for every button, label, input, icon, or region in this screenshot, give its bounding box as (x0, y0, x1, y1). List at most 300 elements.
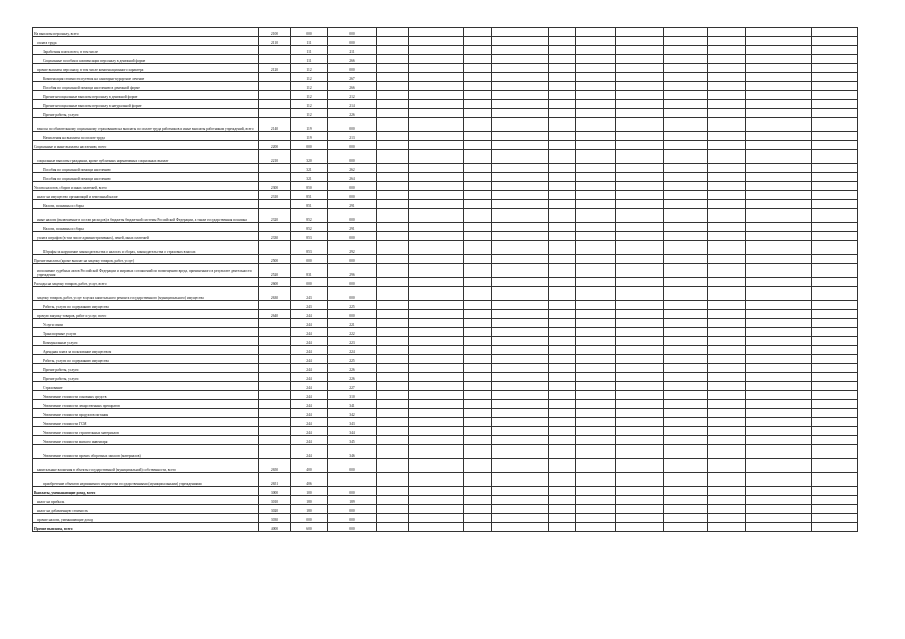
row-kosgu-code: 221 (328, 319, 377, 328)
amount-cell (616, 232, 664, 241)
amount-cell (464, 364, 492, 373)
amount-cell (576, 278, 616, 287)
amount-cell (549, 200, 576, 209)
amount-cell (746, 391, 812, 400)
amount-cell (464, 46, 492, 55)
amount-cell (616, 382, 664, 391)
amount-cell (746, 287, 812, 301)
amount-cell (576, 319, 616, 328)
amount-cell (409, 505, 464, 514)
amount-cell (708, 73, 746, 82)
amount-cell (664, 200, 708, 209)
amount-cell (492, 223, 549, 232)
row-code (259, 73, 291, 82)
amount-cell (708, 264, 746, 278)
table-row (33, 436, 858, 445)
amount-cell (409, 427, 464, 436)
row-kosgu-code: 346 (328, 445, 377, 459)
table-row (33, 255, 858, 264)
row-label: Увеличение стоимости продуктов питания (33, 409, 259, 418)
amount-cell (492, 473, 549, 487)
amount-cell (708, 409, 746, 418)
row-label: Прочие работы, услуги (33, 364, 259, 373)
amount-cell (616, 487, 664, 496)
row-label: Прочие работы, услуги (33, 373, 259, 382)
row-code: 2210 (259, 150, 291, 164)
amount-cell (464, 73, 492, 82)
row-label: Налоги, пошлины и сборы (33, 200, 259, 209)
row-kvr-code: 851 (291, 191, 328, 200)
table-row (33, 132, 858, 141)
amount-cell (409, 418, 464, 427)
amount-cell (492, 418, 549, 427)
amount-cell (549, 141, 576, 150)
amount-cell (812, 118, 858, 132)
amount-cell (812, 173, 858, 182)
amount-cell (377, 182, 409, 191)
amount-cell (616, 355, 664, 364)
row-kosgu-code: 226 (328, 364, 377, 373)
amount-cell (746, 109, 812, 118)
row-kvr-code: 244 (291, 373, 328, 382)
amount-cell (549, 427, 576, 436)
row-kosgu-code: 212 (328, 91, 377, 100)
amount-cell (812, 264, 858, 278)
amount-cell (576, 409, 616, 418)
row-kosgu-code: 000 (328, 310, 377, 319)
amount-cell (409, 173, 464, 182)
amount-cell (492, 55, 549, 64)
amount-cell (549, 232, 576, 241)
row-code (259, 109, 291, 118)
row-code (259, 301, 291, 310)
amount-cell (616, 373, 664, 382)
row-kvr-code: 243 (291, 301, 328, 310)
row-kvr-code: 400 (291, 459, 328, 473)
amount-cell (576, 473, 616, 487)
amount-cell (812, 427, 858, 436)
amount-cell (464, 514, 492, 523)
amount-cell (377, 209, 409, 223)
amount-cell (746, 473, 812, 487)
row-kosgu-code: 000 (328, 37, 377, 46)
amount-cell (464, 82, 492, 91)
amount-cell (549, 182, 576, 191)
amount-cell (708, 241, 746, 255)
amount-cell (492, 73, 549, 82)
row-code: 2310 (259, 191, 291, 200)
table-row (33, 427, 858, 436)
table-row (33, 173, 858, 182)
amount-cell (492, 232, 549, 241)
row-kosgu-code: 000 (328, 278, 377, 287)
amount-cell (492, 200, 549, 209)
amount-cell (409, 209, 464, 223)
row-code: 3010 (259, 496, 291, 505)
row-kosgu-code: 226 (328, 109, 377, 118)
amount-cell (464, 264, 492, 278)
amount-cell (549, 223, 576, 232)
amount-cell (464, 346, 492, 355)
amount-cell (664, 373, 708, 382)
amount-cell (464, 328, 492, 337)
amount-cell (664, 55, 708, 64)
amount-cell (746, 310, 812, 319)
amount-cell (616, 241, 664, 255)
row-kosgu-code: 343 (328, 418, 377, 427)
amount-cell (377, 82, 409, 91)
row-kvr-code: 244 (291, 319, 328, 328)
amount-cell (664, 223, 708, 232)
row-label: Налоги, пошлины и сборы (33, 223, 259, 232)
amount-cell (708, 382, 746, 391)
row-kosgu-code: 000 (328, 514, 377, 523)
row-kvr-code: 119 (291, 118, 328, 132)
row-code (259, 200, 291, 209)
row-kosgu-code: 342 (328, 409, 377, 418)
amount-cell (409, 264, 464, 278)
amount-cell (576, 427, 616, 436)
amount-cell (812, 328, 858, 337)
amount-cell (616, 418, 664, 427)
amount-cell (708, 346, 746, 355)
amount-cell (746, 64, 812, 73)
row-kosgu-code: 345 (328, 436, 377, 445)
row-code: 3030 (259, 514, 291, 523)
amount-cell (708, 445, 746, 459)
amount-cell (377, 400, 409, 409)
amount-cell (664, 173, 708, 182)
amount-cell (409, 241, 464, 255)
row-code (259, 436, 291, 445)
amount-cell (664, 391, 708, 400)
amount-cell (616, 150, 664, 164)
amount-cell (409, 164, 464, 173)
amount-cell (549, 391, 576, 400)
amount-cell (464, 310, 492, 319)
amount-cell (492, 487, 549, 496)
amount-cell (409, 496, 464, 505)
amount-cell (409, 310, 464, 319)
amount-cell (549, 278, 576, 287)
amount-cell (464, 445, 492, 459)
amount-cell (492, 255, 549, 264)
row-label: Компенсация стоимости путевок на санаторно-курортное лечение (33, 73, 259, 82)
amount-cell (549, 109, 576, 118)
table-row (33, 400, 858, 409)
row-code (259, 319, 291, 328)
amount-cell (708, 91, 746, 100)
row-kvr-code: 111 (291, 37, 328, 46)
amount-cell (746, 487, 812, 496)
row-code (259, 373, 291, 382)
amount-cell (708, 278, 746, 287)
amount-cell (409, 436, 464, 445)
amount-cell (492, 319, 549, 328)
amount-cell (576, 505, 616, 514)
amount-cell (746, 445, 812, 459)
row-kvr-code: 851 (291, 200, 328, 209)
row-kvr-code: 320 (291, 150, 328, 164)
amount-cell (377, 64, 409, 73)
table-row (33, 82, 858, 91)
amount-cell (616, 191, 664, 200)
amount-cell (409, 523, 464, 532)
row-kosgu-code: 000 (328, 287, 377, 301)
amount-cell (616, 37, 664, 46)
amount-cell (664, 255, 708, 264)
amount-cell (576, 182, 616, 191)
table-row (33, 264, 858, 278)
amount-cell (576, 337, 616, 346)
amount-cell (812, 200, 858, 209)
row-code: 3020 (259, 505, 291, 514)
amount-cell (549, 241, 576, 255)
amount-cell (576, 364, 616, 373)
amount-cell (708, 255, 746, 264)
row-label: Прочие несоциальные выплаты персоналу в денежной форме (33, 91, 259, 100)
amount-cell (409, 100, 464, 109)
amount-cell (549, 400, 576, 409)
row-label: Транспортные услуги (33, 328, 259, 337)
amount-cell (616, 73, 664, 82)
amount-cell (616, 82, 664, 91)
amount-cell (812, 28, 858, 37)
amount-cell (708, 364, 746, 373)
amount-cell (664, 182, 708, 191)
amount-cell (708, 141, 746, 150)
amount-cell (664, 264, 708, 278)
amount-cell (377, 382, 409, 391)
amount-cell (812, 364, 858, 373)
amount-cell (377, 150, 409, 164)
row-label: Штрафы за нарушение законодательства о налогах и сборах, законодательства о страховых взносах (33, 241, 259, 255)
amount-cell (377, 200, 409, 209)
amount-cell (492, 132, 549, 141)
amount-cell (464, 459, 492, 473)
amount-cell (492, 64, 549, 73)
amount-cell (664, 64, 708, 73)
amount-cell (492, 409, 549, 418)
amount-cell (812, 164, 858, 173)
amount-cell (409, 382, 464, 391)
amount-cell (492, 523, 549, 532)
row-code (259, 418, 291, 427)
amount-cell (377, 173, 409, 182)
row-kvr-code: 244 (291, 337, 328, 346)
row-kosgu-code: 264 (328, 173, 377, 182)
amount-cell (664, 232, 708, 241)
table-row (33, 28, 858, 37)
row-label: прочие налоги, уменьшающие доход (33, 514, 259, 523)
row-code: 2520 (259, 264, 291, 278)
row-kosgu-code: 266 (328, 55, 377, 64)
amount-cell (377, 191, 409, 200)
amount-cell (708, 319, 746, 328)
amount-cell (812, 223, 858, 232)
amount-cell (377, 523, 409, 532)
amount-cell (377, 241, 409, 255)
amount-cell (492, 173, 549, 182)
amount-cell (377, 487, 409, 496)
amount-cell (377, 118, 409, 132)
amount-cell (409, 82, 464, 91)
amount-cell (492, 91, 549, 100)
amount-cell (549, 487, 576, 496)
amount-cell (464, 223, 492, 232)
row-code (259, 82, 291, 91)
row-code: 2500 (259, 255, 291, 264)
row-kosgu-code: 211 (328, 46, 377, 55)
amount-cell (464, 91, 492, 100)
amount-cell (492, 100, 549, 109)
amount-cell (549, 55, 576, 64)
amount-cell (812, 319, 858, 328)
amount-cell (377, 409, 409, 418)
amount-cell (409, 328, 464, 337)
amount-cell (576, 496, 616, 505)
amount-cell (377, 91, 409, 100)
row-label: социальные выплаты гражданам, кроме публичных нормативных социальных выплат (33, 150, 259, 164)
amount-cell (664, 141, 708, 150)
amount-cell (492, 264, 549, 278)
amount-cell (492, 301, 549, 310)
amount-cell (549, 150, 576, 164)
amount-cell (812, 241, 858, 255)
amount-cell (812, 487, 858, 496)
amount-cell (492, 445, 549, 459)
row-kosgu-code: 000 (328, 487, 377, 496)
row-kosgu-code: 225 (328, 355, 377, 364)
amount-cell (464, 241, 492, 255)
amount-cell (549, 373, 576, 382)
amount-cell (576, 191, 616, 200)
row-label: Услуги связи (33, 319, 259, 328)
amount-cell (616, 319, 664, 328)
row-kvr-code: 244 (291, 310, 328, 319)
row-label: Увеличение стоимости строительных материалов (33, 427, 259, 436)
row-label: Выплаты, уменьшающие доход, всего (33, 487, 259, 496)
row-label: налог на прибыль (33, 496, 259, 505)
amount-cell (492, 337, 549, 346)
row-code: 2100 (259, 28, 291, 37)
amount-cell (377, 223, 409, 232)
table-row (33, 346, 858, 355)
row-label: Начисления на выплаты по оплате труда (33, 132, 259, 141)
amount-cell (576, 100, 616, 109)
row-label: Прочие выплаты (кроме выплат на закупку товаров, работ, услуг) (33, 255, 259, 264)
amount-cell (377, 264, 409, 278)
amount-cell (664, 514, 708, 523)
row-kosgu-code: 000 (328, 182, 377, 191)
amount-cell (746, 355, 812, 364)
row-label: Страхование (33, 382, 259, 391)
amount-cell (812, 445, 858, 459)
amount-cell (492, 82, 549, 91)
row-label: Коммунальные услуги (33, 337, 259, 346)
amount-cell (616, 118, 664, 132)
amount-cell (708, 64, 746, 73)
amount-cell (812, 382, 858, 391)
amount-cell (664, 209, 708, 223)
row-code (259, 46, 291, 55)
row-label: Арендная плата за пользование имуществом (33, 346, 259, 355)
amount-cell (746, 418, 812, 427)
row-label: Уплата налогов, сборов и иных платежей, всего (33, 182, 259, 191)
amount-cell (664, 487, 708, 496)
amount-cell (576, 355, 616, 364)
row-kvr-code: 831 (291, 264, 328, 278)
amount-cell (409, 28, 464, 37)
amount-cell (708, 28, 746, 37)
amount-cell (708, 373, 746, 382)
table-row (33, 191, 858, 200)
row-kvr-code: 180 (291, 496, 328, 505)
amount-cell (746, 141, 812, 150)
table-row (33, 164, 858, 173)
amount-cell (464, 109, 492, 118)
amount-cell (812, 150, 858, 164)
amount-cell (549, 287, 576, 301)
row-kvr-code: 244 (291, 355, 328, 364)
amount-cell (409, 255, 464, 264)
amount-cell (492, 278, 549, 287)
amount-cell (664, 523, 708, 532)
amount-cell (664, 73, 708, 82)
amount-cell (708, 191, 746, 200)
row-kosgu-code: 291 (328, 200, 377, 209)
row-kvr-code: 243 (291, 287, 328, 301)
amount-cell (377, 109, 409, 118)
amount-cell (576, 209, 616, 223)
amount-cell (576, 523, 616, 532)
amount-cell (377, 496, 409, 505)
row-label: приобретение объектов недвижимого имущества государственными (муниципальными) учреждениями (33, 473, 259, 487)
row-kvr-code: 244 (291, 418, 328, 427)
amount-cell (708, 473, 746, 487)
amount-cell (549, 173, 576, 182)
amount-cell (549, 473, 576, 487)
amount-cell (576, 301, 616, 310)
amount-cell (549, 91, 576, 100)
table-row (33, 46, 858, 55)
row-code: 2300 (259, 182, 291, 191)
amount-cell (812, 191, 858, 200)
table-row (33, 150, 858, 164)
amount-cell (616, 173, 664, 182)
amount-cell (576, 287, 616, 301)
amount-cell (377, 232, 409, 241)
amount-cell (377, 46, 409, 55)
amount-cell (616, 55, 664, 64)
amount-cell (812, 182, 858, 191)
amount-cell (576, 400, 616, 409)
amount-cell (708, 459, 746, 473)
amount-cell (576, 391, 616, 400)
row-code (259, 91, 291, 100)
amount-cell (746, 264, 812, 278)
row-code (259, 364, 291, 373)
amount-cell (812, 391, 858, 400)
amount-cell (492, 364, 549, 373)
amount-cell (746, 436, 812, 445)
amount-cell (409, 64, 464, 73)
amount-cell (377, 373, 409, 382)
amount-cell (616, 391, 664, 400)
amount-cell (812, 496, 858, 505)
row-code: 2330 (259, 232, 291, 241)
amount-cell (708, 355, 746, 364)
